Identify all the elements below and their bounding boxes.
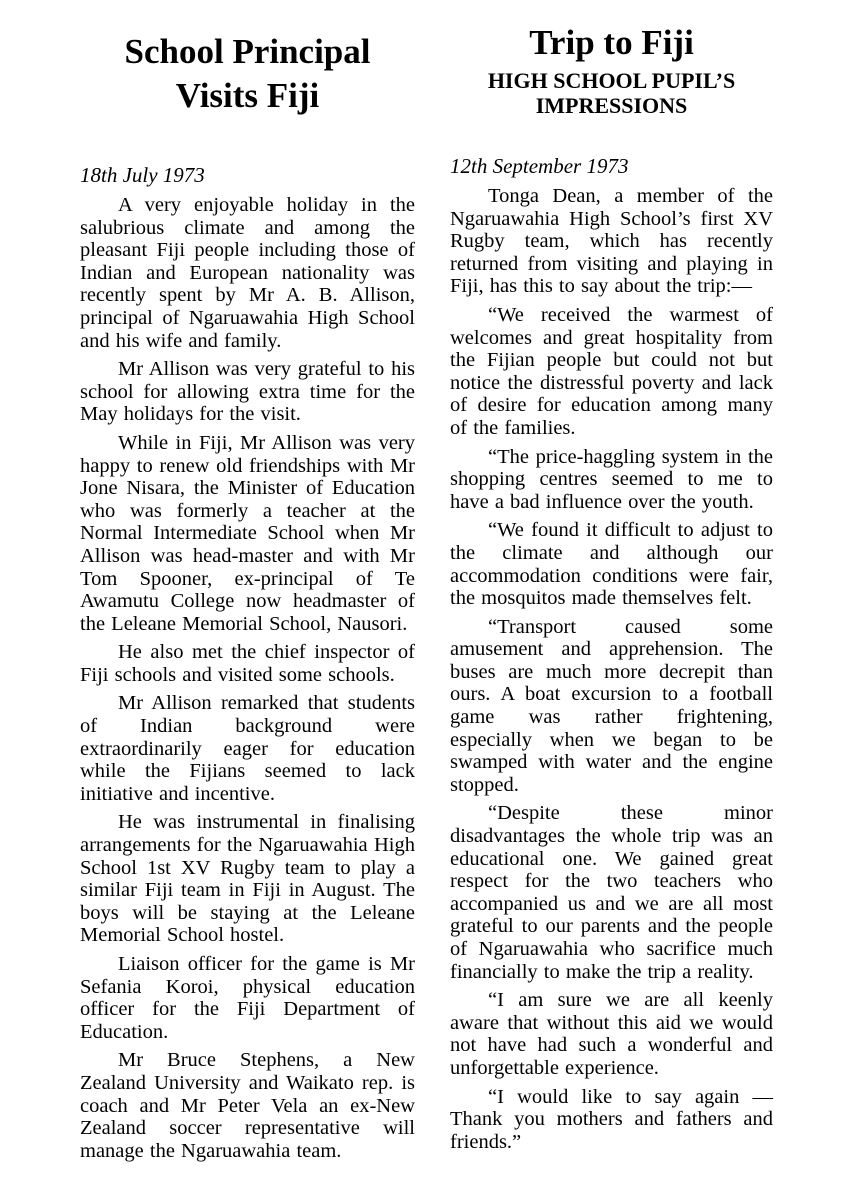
article-paragraph: Tonga Dean, a member of the Ngaruawahia High School’s first XV Rugby team, which has recently returned from visiting and playing in Fiji, has this to say about the trip:— — [450, 185, 773, 298]
article-paragraph: Mr Allison was very grateful to his school for allowing extra time for the May holidays for the visit. — [80, 358, 415, 426]
article-paragraph: “Despite these minor disadvantages the whole trip was an educational one. We gained great respect for the two teachers who accompanied us and we are all most grateful to our parents and the people of Ngaruawahia who sacrifice much financially to make the trip a reality. — [450, 802, 773, 983]
right-article-body — [450, 185, 773, 1153]
article-paragraph: “Transport caused some amusement and apprehension. The buses are much more decrepit than ours. A boat excursion to a football game was rather frightening, especially when we began to be swamped with water and the engine stopped. — [450, 615, 773, 796]
article-paragraph: Mr Allison remarked that students of Indian background were extraordinarily eager for education while the Fijians seemed to lack initiative and incentive. — [80, 692, 415, 805]
right-article-subtitle: HIGH SCHOOL PUPIL’S IMPRESSIONS — [487, 68, 736, 118]
right-article-header — [450, 21, 773, 153]
left-article-body — [80, 194, 415, 1162]
article-paragraph: “I would like to say again — Thank you mothers and fathers and friends.” — [450, 1085, 773, 1153]
article-right-column — [450, 0, 773, 1200]
article-paragraph: He also met the chief inspector of Fiji schools and visited some schools. — [80, 641, 415, 686]
left-article-header — [80, 30, 415, 162]
right-article-date: 12th September 1973 — [450, 154, 629, 178]
article-paragraph: “We received the warmest of welcomes and great hospitality from the Fijian people but could not but notice the distressful poverty and lack of desire for education among many of the families. — [450, 303, 773, 439]
article-paragraph: Liaison officer for the game is Mr Sefania Koroi, physical education officer for the Fiji Department of Education. — [80, 953, 415, 1043]
left-article-title: School Principal Visits Fiji — [124, 32, 371, 115]
right-article-title: Trip to Fiji — [529, 23, 694, 62]
article-paragraph: A very enjoyable holiday in the salubrious climate and among the pleasant Fiji people including those of Indian and European nationality was recently spent by Mr A. B. Allison, principal of Ngaruawahia High School and his wife and family. — [80, 194, 415, 352]
article-paragraph: “We found it difficult to adjust to the climate and although our accommodation conditions were fair, the mosquitos made themselves felt. — [450, 519, 773, 610]
left-article-date: 18th July 1973 — [80, 163, 205, 187]
article-paragraph: He was instrumental in finalising arrangements for the Ngaruawahia High School 1st XV Rugby team to play a similar Fiji team in Fiji in August. The boys will be staying at the Leleane Memorial School hostel. — [80, 811, 415, 947]
article-paragraph: “The price-haggling system in the shopping centres seemed to me to have a bad influence over the youth. — [450, 445, 773, 513]
article-left-column — [80, 0, 415, 1200]
article-paragraph: While in Fiji, Mr Allison was very happy to renew old friendships with Mr Jone Nisara, the Minister of Education who was formerly a teacher at the Normal Intermediate School when Mr Allison was head-master and with Mr Tom Spooner, ex-principal of Te Awamutu College now headmaster of the Leleane Memorial School, Nausori. — [80, 431, 415, 635]
article-paragraph: Mr Bruce Stephens, a New Zealand University and Waikato rep. is coach and Mr Peter Vela an ex-New Zealand soccer representative will manage the Ngaruawahia team. — [80, 1049, 415, 1162]
article-paragraph: “I am sure we are all keenly aware that without this aid we would not have had such a wonderful and unforgettable experience. — [450, 989, 773, 1079]
